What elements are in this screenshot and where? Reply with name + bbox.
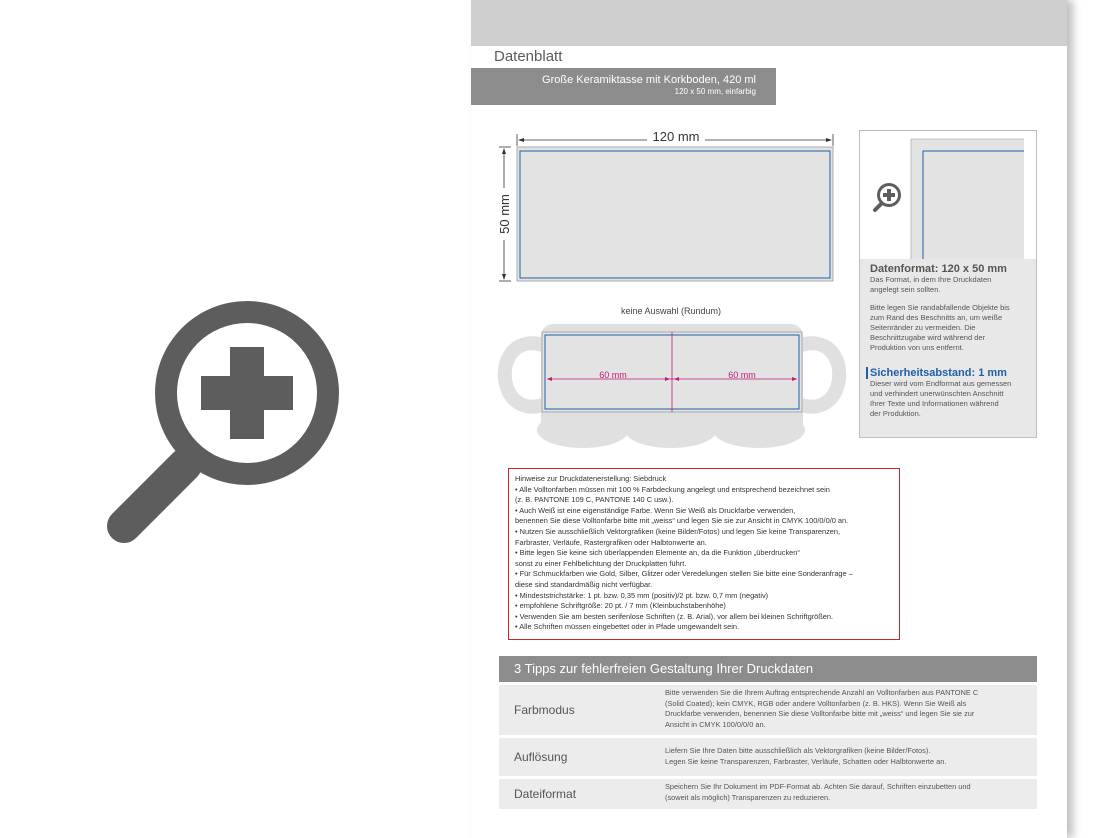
tip-row-aufloesung	[499, 738, 1037, 776]
bleed-text-line: Produktion von uns entfernt.	[870, 343, 964, 352]
corner-detail-graphic	[860, 131, 1036, 259]
format-info-text	[860, 259, 1036, 437]
format-text-line: angelegt sein sollten.	[870, 285, 941, 294]
safety-text-line: Ihrer Texte und Informationen während	[870, 399, 999, 408]
right-half-label: 60 mm	[728, 370, 756, 380]
tip-text-line: Liefern Sie Ihre Daten bitte ausschließlich als Vektorgrafiken (keine Bilder/Fotos).	[665, 746, 931, 755]
notes-line: • Verwenden Sie am besten serifenlose Schriften (z. B. Arial), vor allem bei kleinen Schriftgrößen.	[515, 611, 834, 621]
notes-line: • empfohlene Schriftgröße: 20 pt. / 7 mm (Kleinbuchstabenhöhe)	[515, 601, 726, 611]
tip-text-line: Bitte verwenden Sie die Ihrem Auftrag entsprechende Anzahl an Volltonfarben aus PANTONE C	[665, 688, 979, 697]
tip-row-farbmodus	[499, 685, 1037, 735]
bleed-text-line: Seitenränder zu vermeiden. Die	[870, 323, 976, 332]
product-spec: 120 x 50 mm, einfarbig	[674, 87, 756, 96]
width-label: 120 mm	[652, 129, 700, 144]
tip-text-line: (Solid Coated); kein CMYK, RGB oder andere Volltonfarben (z. B. HKS). Wenn Sie Weiß als	[665, 698, 967, 708]
product-name: Große Keramiktasse mit Korkboden, 420 ml	[542, 74, 756, 86]
datasheet-title: Datenblatt	[475, 46, 591, 68]
tip-text-line: Ansicht in CMYK 100/0/0/0 an.	[665, 719, 766, 729]
notes-line: benennen Sie diese Volltonfarbe bitte mit „weiss“ und legen Sie sie zur Ansicht in CMYK 100/0/0/0 an.	[515, 516, 849, 526]
tip-text	[665, 746, 1029, 767]
notes-line: • Alle Schriften müssen eingebettet oder in Pfade umgewandelt sein.	[515, 622, 740, 632]
tip-text-line: (soweit als möglich) Transparenzen zu reduzieren.	[665, 792, 831, 802]
notes-line: (z. B. PANTONE 109 C, PANTONE 140 C usw.).	[515, 495, 674, 505]
tip-row-dateiformat	[499, 779, 1037, 809]
safety-text-line: und verhindert unerwünschten Anschnitt	[870, 389, 1004, 398]
notes-line: sonst zu einer Fehlbelichtung der Druckplatten führt.	[515, 558, 687, 568]
notes-line: • Mindeststrichstärke: 1 pt. bzw. 0,35 mm (positiv)/2 pt. bzw. 0,7 mm (negativ)	[515, 590, 769, 600]
tip-text	[665, 688, 1029, 730]
bleed-text-line: Beschnittzugabe wird während der	[870, 333, 986, 342]
tip-label: Farbmodus	[514, 703, 575, 717]
bleed-area	[517, 147, 833, 281]
notes-line: • Für Schmuckfarben wie Gold, Silber, Glitzer oder Veredelungen stellen Sie bitte eine Sonderanfrage –	[515, 569, 853, 579]
tip-text-line: Speichern Sie Ihr Dokument im PDF-Format ab. Achten Sie darauf, Schriften einzubetten und	[665, 782, 971, 791]
bleed-text-line: zum Rand des Beschnitts an, um weiße	[870, 313, 1003, 322]
format-text-line: Das Format, in dem Ihre Druckdaten	[870, 275, 992, 284]
tip-label: Dateiformat	[514, 787, 577, 801]
notes-heading: Hinweise zur Druckdatenerstellung: Siebdruck	[515, 474, 667, 483]
notes-line: • Nutzen Sie ausschließlich Vektorgrafiken (keine Bilder/Fotos) und legen Sie keine Transparenzen,	[515, 526, 841, 536]
notes-line: Farbraster, Verläufe, Rastergrafiken oder Halbtonwerte an.	[515, 537, 707, 547]
tip-label: Auflösung	[514, 750, 568, 764]
notes-line: • Alle Volltonfarben müssen mit 100 % Farbdeckung angelegt und entsprechend bezeichnet sein	[515, 484, 830, 494]
zoom-icon-graphic	[100, 300, 360, 560]
tip-text-line: Legen Sie keine Transparenzen, Farbraster, Verläufe, Schatten oder Halbtonwerte an.	[665, 756, 947, 766]
print-notes-box	[508, 468, 900, 640]
zoom-in-small-icon[interactable]	[875, 183, 901, 210]
notes-line: diese sind standardmäßig nicht verfügbar.	[515, 579, 653, 589]
tip-text	[665, 782, 1029, 803]
mug-caption: keine Auswahl (Rundum)	[620, 306, 722, 316]
notes-line: • Bitte legen Sie keine sich überlappenden Elemente an, da die Funktion „überdrucken“	[515, 548, 800, 558]
format-heading: Datenformat: 120 x 50 mm	[870, 263, 1007, 275]
zoom-in-magnifier-icon[interactable]	[100, 300, 360, 560]
format-info-panel	[859, 130, 1037, 438]
safety-margin-heading: Sicherheitsabstand: 1 mm	[866, 367, 1028, 379]
notes-line: • Auch Weiß ist eine eigenständige Farbe. Wenn Sie Weiß als Druckfarbe verwenden,	[515, 505, 796, 515]
corner-detail-preview	[860, 131, 1036, 259]
bleed-text-line: Bitte legen Sie randabfallende Objekte bis	[870, 303, 1010, 312]
height-label: 50 mm	[497, 194, 512, 234]
safety-text-line: Dieser wird vom Endformat aus gemessen	[870, 379, 1012, 388]
datasheet-page	[471, 0, 1067, 838]
safety-text-line: der Produktion.	[870, 409, 921, 418]
tips-heading: 3 Tipps zur fehlerfreien Gestaltung Ihrer Druckdaten	[499, 656, 1037, 682]
tip-text-line: Druckfarbe verwenden, benennen Sie diese Volltonfarbe bitte mit „weiss“ und legen Sie sie zur	[665, 709, 975, 719]
left-half-label: 60 mm	[599, 370, 627, 380]
